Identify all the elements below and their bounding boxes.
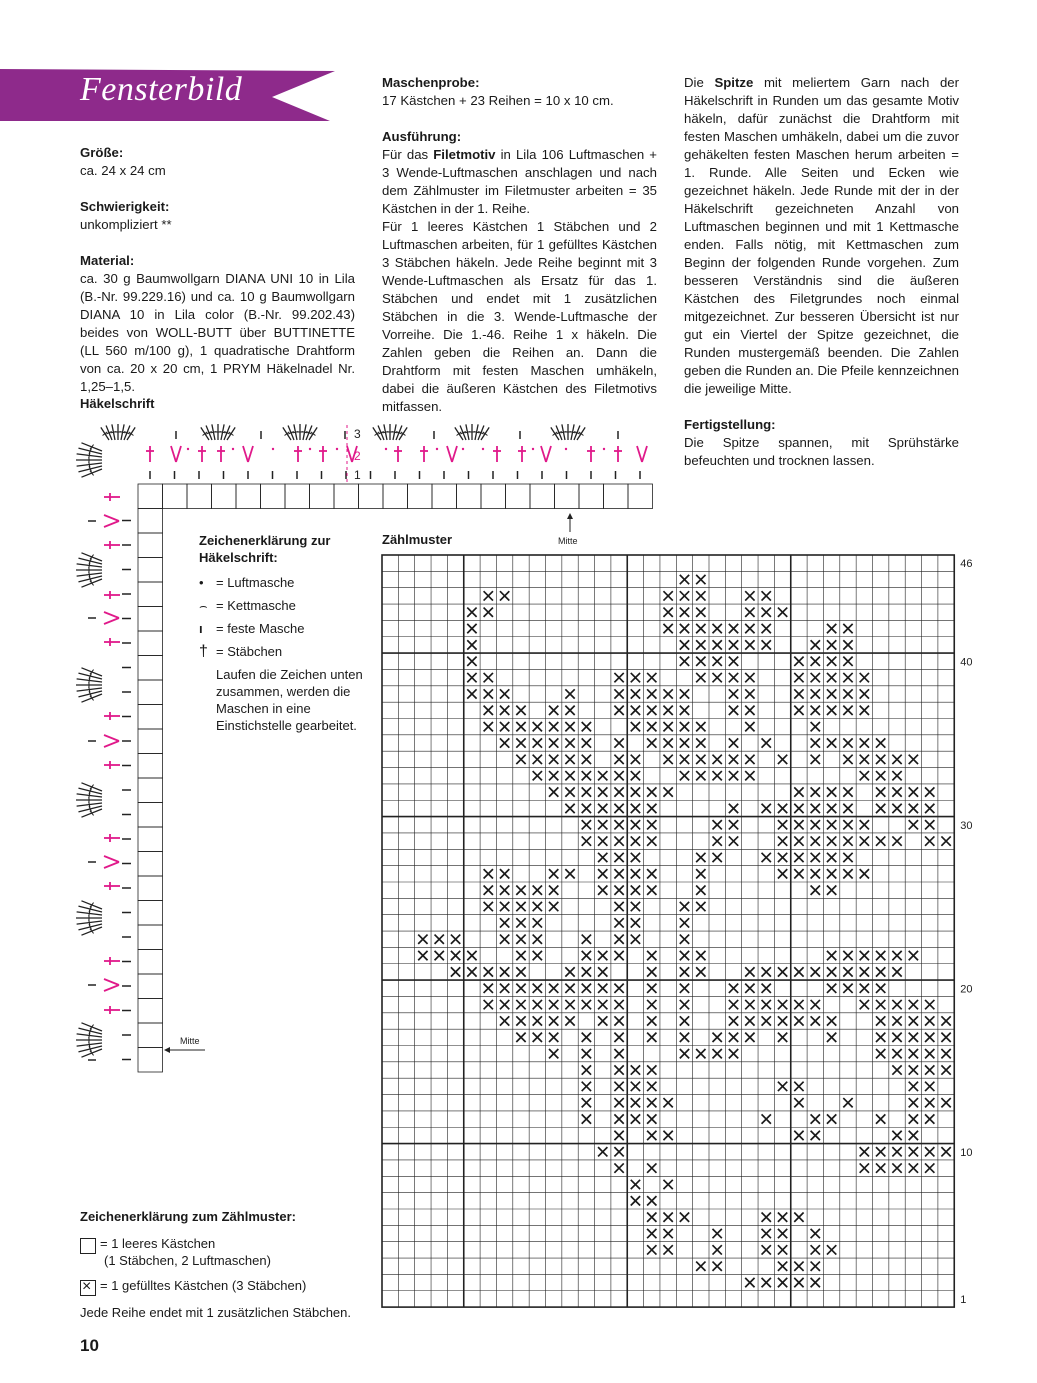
chart-legend-note: Jede Reihe endet mit 1 zusätzlichen Stäbchen. (80, 1305, 352, 1320)
round-label-2: 2 (354, 449, 361, 463)
execution-bold: Filetmotiv (433, 147, 496, 162)
double-crochet-icon: † (199, 643, 208, 660)
size-label: Größe: (80, 145, 124, 160)
row-label: 1 (960, 1293, 967, 1306)
difficulty-label: Schwierigkeit: (80, 199, 170, 214)
finish-label: Fertigstellung: (684, 417, 776, 432)
row-label: 46 (960, 558, 973, 571)
filled-box-icon (80, 1280, 96, 1296)
legend-text: = Stäbchen (216, 644, 283, 659)
material-value: ca. 30 g Baumwollgarn DIANA UNI 10 in Lila (B.-Nr. 99.229.16) und ca. 10 g Baumwollgarn DIANA 10 in Lila color (B.-Nr. 99.202.43) beides von WOLL-BUTT über BUTTINETTE (LL 560 m/100 g), 1 quadratische Drahtform von ca. 20 x 20 cm, 1 PRYM Häkelnadel Nr. 1,25–1,5. (80, 271, 355, 394)
round-label-3: 3 (354, 427, 361, 441)
empty-box-icon (80, 1238, 96, 1254)
gauge-label: Maschenprobe: (382, 75, 480, 90)
row-label: 20 (960, 983, 973, 996)
legend-text: = Luftmasche (216, 575, 295, 590)
legend-text: = feste Masche (216, 621, 305, 636)
finish-value: Die Spitze spannen, mit Sprühstärke befeuchten und trocknen lassen. (684, 435, 959, 468)
legend-filled-box (80, 1277, 380, 1296)
round-label-1: 1 (354, 468, 361, 482)
execution-text-a: Für das (382, 147, 434, 162)
page-number: 10 (80, 1336, 99, 1355)
row-label: 40 (960, 656, 973, 669)
material-label: Material: (80, 253, 135, 268)
row-label: 10 (960, 1146, 973, 1159)
execution-label: Ausführung: (382, 129, 462, 144)
crochet-legend-heading: Zeichenerklärung zur Häkelschrift: (199, 533, 331, 565)
crochet-heading: Häkelschrift (80, 396, 155, 411)
row-label: 30 (960, 819, 973, 832)
chart-legend-heading: Zeichenerklärung zum Zählmuster: (80, 1209, 296, 1224)
mitte-label-top: Mitte (558, 536, 578, 546)
chart-heading: Zählmuster (382, 532, 453, 547)
chart-row-labels (960, 558, 972, 1306)
legend-text: = Kettmasche (216, 598, 296, 613)
crochet-legend-note: Laufen die Zeichen unten zusammen, werden die Maschen in eine Einstichstelle gearbeitet. (216, 667, 363, 733)
gauge-value: 17 Kästchen + 23 Reihen = 10 x 10 cm. (382, 93, 614, 108)
lace-bold: Spitze (714, 75, 754, 90)
mitte-label-left: Mitte (180, 1036, 200, 1046)
chain-stitch-icon: • (199, 575, 204, 590)
lace-text-a: Die (684, 75, 715, 90)
legend-empty-text: = 1 leeres Kästchen (100, 1236, 216, 1251)
chart-legend (80, 1208, 380, 1321)
size-value: ca. 24 x 24 cm (80, 163, 166, 178)
legend-empty-box (80, 1235, 380, 1269)
legend-filled-text: = 1 gefülltes Kästchen (3 Stäbchen) (100, 1278, 307, 1293)
slip-stitch-icon: ⌢ (199, 598, 208, 613)
page-title: Fensterbild (80, 71, 243, 108)
difficulty-value: unkompliziert ** (80, 217, 172, 232)
lace-text-b: mit meliertem Garn nach der Häkelschrift in Runden um das gesamte Motiv häkeln, dafür zunächst die Drahtform mit festen Maschen umhäkeln, dabei um die zuvor gehäkelten festen Maschen herum arbeiten = 1. Runde. Alle Seiten und Ecken wie gezeichnet häkeln. Jede Runde mit der in der Häkelschrift gezeichneten Anzahl von Luftmaschen beginnen und mit 1 Kettmasche enden. Falls nötig, mit Kettmaschen zum Beginn der folgenden Runde vorgehen. Zum besseren Verständnis sind die äußeren Kästchen des Filetgrundes noch einmal mitgezeichnet. Zur besseren Übersicht ist nur gut ein Viertel der Spitze gezeichnet, die Runden mustergemäß beenden. Die Zahlen geben die Runden an. Die Pfeile kennzeichnen die jeweilige Mitte. (684, 75, 960, 396)
execution-paragraph-2: Für 1 leeres Kästchen 1 Stäbchen und 2 Luftmaschen arbeiten, für 1 gefülltes Kästchen 3 Stäbchen häkeln. Jede Reihe beginnt mit 3 Wende-Luftmaschen als Ersatz für das 1. Stäbchen und endet mit 1 zusätzlichen Stäbchen in die 3. Wende-Luftmasche der Vorreihe. Die 1.-46. Reihe 1 x häkeln. Die Zahlen geben die Reihen an. Dann die Drahtform mit festen Maschen umhäkeln, dabei die äußeren Kästchen des Filetmotivs mitfassen. (382, 219, 657, 414)
execution-text-b: in Lila 106 Luftmaschen + 3 Wende-Luftmaschen anschlagen und nach dem Zählmuster im Filetmuster arbeiten = 35 Kästchen in der 1. Reihe. (382, 147, 657, 216)
legend-empty-subtext: (1 Stäbchen, 2 Luftmaschen) (104, 1253, 271, 1268)
single-crochet-icon: ı (199, 621, 203, 636)
